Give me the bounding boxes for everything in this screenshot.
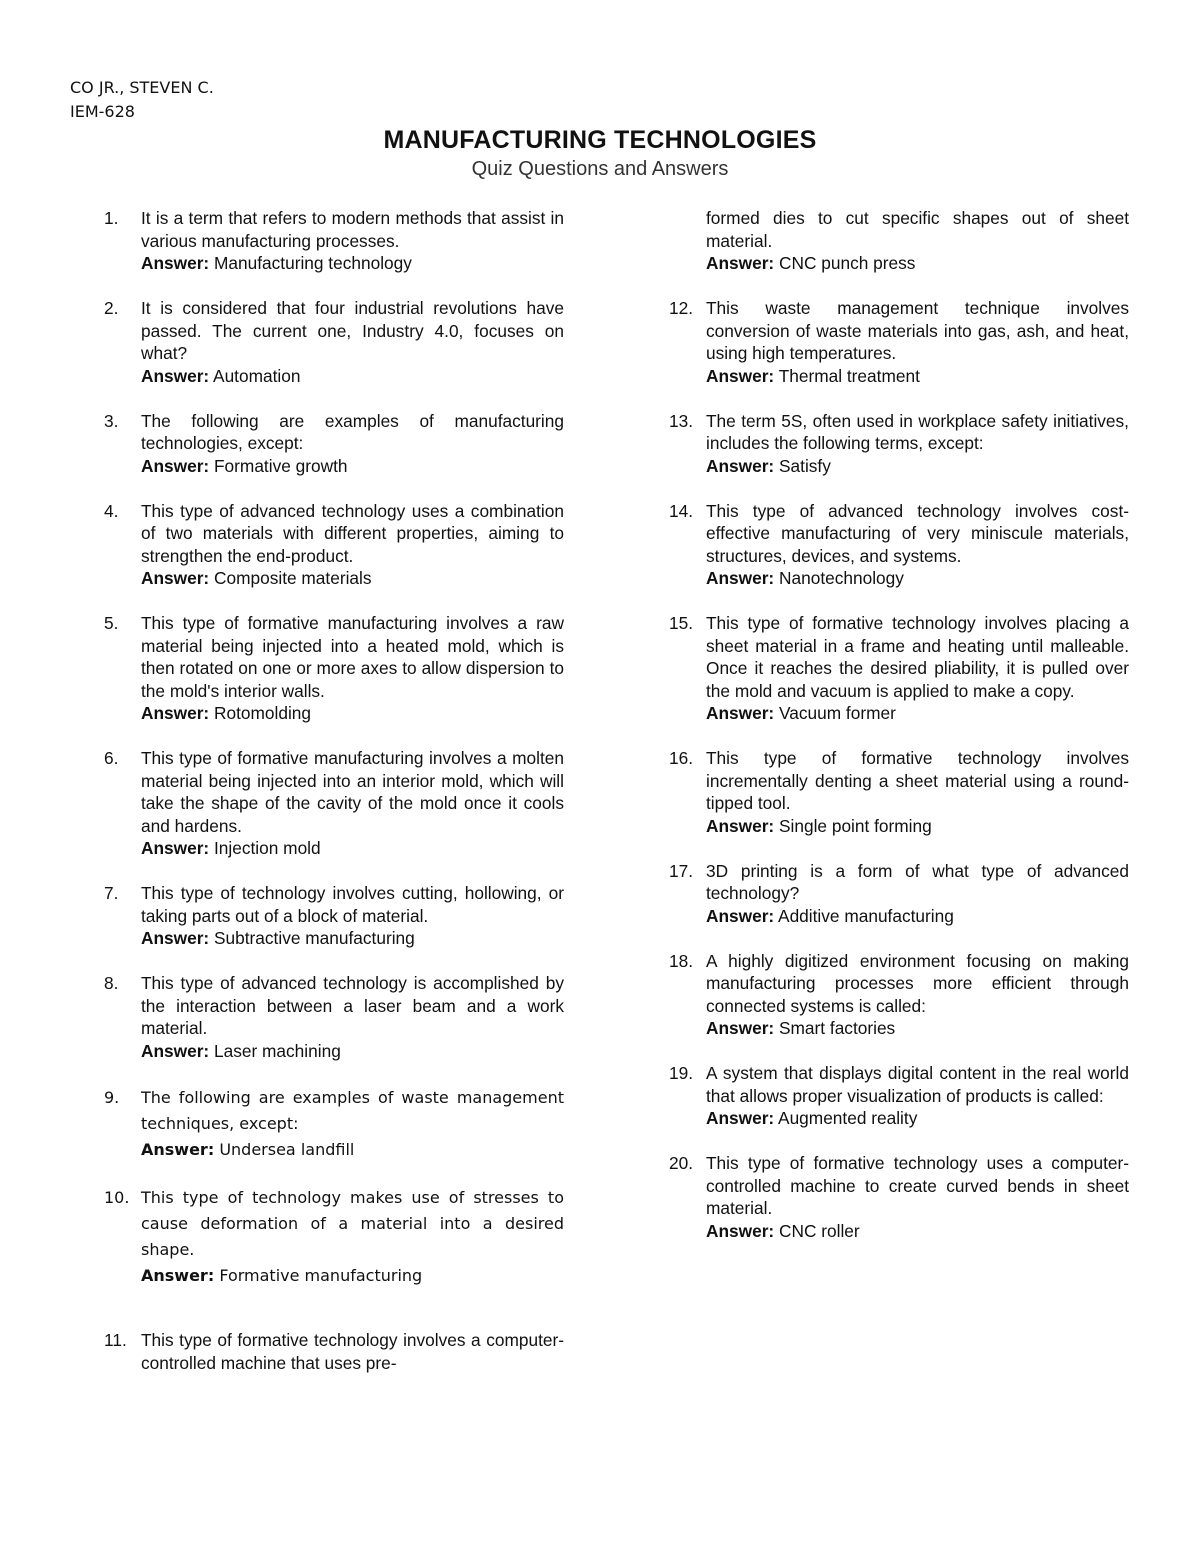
question-text: It is a term that refers to modern methods that assist in various manufacturing processes. xyxy=(141,208,564,251)
question-8 xyxy=(104,972,564,1062)
answer-text: Manufacturing technology xyxy=(214,253,412,273)
question-7 xyxy=(104,882,564,950)
question-16 xyxy=(669,747,1129,837)
question-4 xyxy=(104,500,564,590)
answer-text: Rotomolding xyxy=(214,703,312,723)
right-column xyxy=(669,207,1129,1265)
question-10 xyxy=(104,1185,564,1289)
question-number: 1. xyxy=(104,208,119,228)
answer-label: Answer: xyxy=(141,365,210,386)
question-2 xyxy=(104,297,564,387)
question-number: 17. xyxy=(669,860,694,881)
answer-label: Answer: xyxy=(141,253,210,273)
question-number: 7. xyxy=(104,883,119,903)
question-text: It is considered that four industrial revolutions have passed. The current one, Industry 4.0, focuses on what? xyxy=(141,298,564,363)
document-title: MANUFACTURING TECHNOLOGIES xyxy=(383,126,817,154)
answer-text: Laser machining xyxy=(214,1040,341,1061)
answer-line xyxy=(706,455,1129,478)
question-number: 18. xyxy=(669,950,694,971)
answer-text: Formative manufacturing xyxy=(219,1266,423,1285)
answer-line xyxy=(141,927,564,950)
question-15 xyxy=(669,612,1129,725)
question-11-continued xyxy=(669,207,1129,275)
question-18 xyxy=(669,950,1129,1040)
answer-line xyxy=(706,702,1129,725)
question-text: This type of technology involves cutting, hollowing, or taking parts out of a block of material. xyxy=(141,883,564,926)
left-column xyxy=(104,207,564,1397)
answer-label: Answer: xyxy=(141,928,210,948)
answer-text: Vacuum former xyxy=(779,703,896,723)
answer-line xyxy=(141,837,564,860)
question-number: 13. xyxy=(669,410,694,431)
answer-text: Automation xyxy=(213,365,301,386)
answer-text: Single point forming xyxy=(779,815,932,836)
answer-label: Answer: xyxy=(706,568,775,588)
answer-text: CNC roller xyxy=(779,1220,860,1241)
question-14 xyxy=(669,500,1129,590)
course-code: IEM-628 xyxy=(70,102,135,121)
question-text: This type of advanced technology is accomplished by the interaction between a laser beam and a work material. xyxy=(141,973,564,1038)
answer-line xyxy=(706,365,1129,388)
question-number: 11. xyxy=(104,1330,127,1350)
question-1 xyxy=(104,207,564,275)
question-text: The following are examples of waste management techniques, except: xyxy=(141,1087,564,1133)
question-text: This type of formative technology involves a computer-controlled machine that uses pre- xyxy=(141,1330,564,1373)
question-20 xyxy=(669,1152,1129,1242)
question-text: 3D printing is a form of what type of advanced technology? xyxy=(706,860,1129,903)
answer-label: Answer: xyxy=(141,455,210,476)
answer-line xyxy=(706,1017,1129,1040)
question-11 xyxy=(104,1329,564,1374)
answer-text: CNC punch press xyxy=(779,253,916,273)
question-text: The term 5S, often used in workplace safety initiatives, includes the following terms, except: xyxy=(706,410,1129,453)
answer-text: Thermal treatment xyxy=(778,365,920,386)
answer-label: Answer: xyxy=(141,838,210,858)
question-text: This type of formative manufacturing involves a molten material being injected into an interior mold, which will take the shape of the cavity of the mold once it cools and hardens. xyxy=(141,748,564,836)
student-name: CO JR., STEVEN C. xyxy=(70,78,214,97)
answer-line xyxy=(141,365,564,388)
document-subtitle: Quiz Questions and Answers xyxy=(471,158,729,180)
answer-line xyxy=(706,252,1129,275)
question-12 xyxy=(669,297,1129,387)
answer-text: Formative growth xyxy=(214,455,348,476)
question-number: 19. xyxy=(669,1063,694,1083)
question-text: This type of formative technology involves placing a sheet material in a frame and heating until malleable. Once it reaches the desired pliability, it is pulled over the mold and vacuum is applied to make a copy. xyxy=(706,613,1129,701)
question-text: This type of advanced technology uses a combination of two materials with different properties, aiming to strengthen the end-product. xyxy=(141,500,564,566)
answer-line xyxy=(706,815,1129,838)
answer-label: Answer: xyxy=(706,703,775,723)
answer-text: Smart factories xyxy=(779,1018,896,1038)
answer-label: Answer: xyxy=(706,253,775,273)
question-text: A system that displays digital content in the real world that allows proper visualization of products is called: xyxy=(706,1063,1129,1106)
question-19 xyxy=(669,1062,1129,1130)
answer-label: Answer: xyxy=(706,1220,775,1241)
question-number: 14. xyxy=(669,500,694,521)
question-number: 15. xyxy=(669,613,694,633)
answer-text: Satisfy xyxy=(779,455,831,476)
question-text-continued: formed dies to cut specific shapes out of sheet material. xyxy=(706,208,1129,251)
question-13 xyxy=(669,410,1129,478)
question-6 xyxy=(104,747,564,860)
answer-label: Answer: xyxy=(141,1040,210,1061)
answer-label: Answer: xyxy=(706,815,775,836)
question-number: 6. xyxy=(104,748,119,768)
question-number: 16. xyxy=(669,748,694,768)
question-number: 3. xyxy=(104,410,119,431)
answer-label: Answer: xyxy=(706,1018,775,1038)
student-info xyxy=(70,76,214,124)
answer-line xyxy=(141,252,564,275)
question-text: A highly digitized environment focusing on making manufacturing processes more efficient through connected systems is called: xyxy=(706,950,1129,1016)
answer-text: Augmented reality xyxy=(778,1108,918,1128)
answer-text: Nanotechnology xyxy=(779,568,904,588)
answer-line xyxy=(141,1263,564,1289)
question-text: This type of formative manufacturing involves a raw material being injected into a heated mold, which is then rotated on one or more axes to allow dispersion to the mold's interior walls. xyxy=(141,613,564,701)
question-text: This waste management technique involves conversion of waste materials into gas, ash, and heat, using high temperatures. xyxy=(706,298,1129,363)
answer-text: Composite materials xyxy=(214,568,372,588)
answer-line xyxy=(706,1107,1129,1130)
question-number: 10. xyxy=(104,1188,130,1207)
answer-line xyxy=(141,567,564,590)
answer-line xyxy=(706,1220,1129,1243)
question-number: 9. xyxy=(104,1087,120,1107)
question-text: The following are examples of manufacturing technologies, except: xyxy=(141,410,564,453)
answer-label: Answer: xyxy=(141,1139,215,1159)
answer-line xyxy=(706,567,1129,590)
answer-line xyxy=(141,455,564,478)
answer-label: Answer: xyxy=(141,1266,215,1285)
answer-label: Answer: xyxy=(141,703,210,723)
question-text: This type of advanced technology involves cost-effective manufacturing of very miniscule materials, structures, devices, and systems. xyxy=(706,500,1129,566)
question-text: This type of formative technology uses a computer-controlled machine to create curved bends in sheet material. xyxy=(706,1153,1129,1218)
question-5 xyxy=(104,612,564,725)
question-number: 8. xyxy=(104,973,119,993)
answer-text: Injection mold xyxy=(214,838,321,858)
answer-label: Answer: xyxy=(706,1108,775,1128)
answer-line xyxy=(706,905,1129,928)
answer-text: Subtractive manufacturing xyxy=(214,928,415,948)
answer-label: Answer: xyxy=(706,905,775,926)
question-number: 4. xyxy=(104,500,119,521)
answer-label: Answer: xyxy=(706,455,775,476)
question-number: 12. xyxy=(669,298,694,318)
answer-label: Answer: xyxy=(706,365,775,386)
answer-line xyxy=(141,1137,564,1163)
question-text: This type of formative technology involves incrementally denting a sheet material using a round-tipped tool. xyxy=(706,748,1129,813)
answer-line xyxy=(141,702,564,725)
question-number: 2. xyxy=(104,298,119,318)
answer-line xyxy=(141,1040,564,1063)
question-number: 20. xyxy=(669,1153,694,1173)
question-text: This type of technology makes use of stresses to cause deformation of a material into a desired shape. xyxy=(141,1188,564,1259)
answer-text: Undersea landfill xyxy=(219,1139,355,1159)
answer-label: Answer: xyxy=(141,568,210,588)
question-number: 5. xyxy=(104,613,119,633)
answer-text: Additive manufacturing xyxy=(778,905,954,926)
title-block xyxy=(0,124,1200,182)
question-3 xyxy=(104,410,564,478)
question-17 xyxy=(669,860,1129,928)
question-9 xyxy=(104,1085,564,1163)
